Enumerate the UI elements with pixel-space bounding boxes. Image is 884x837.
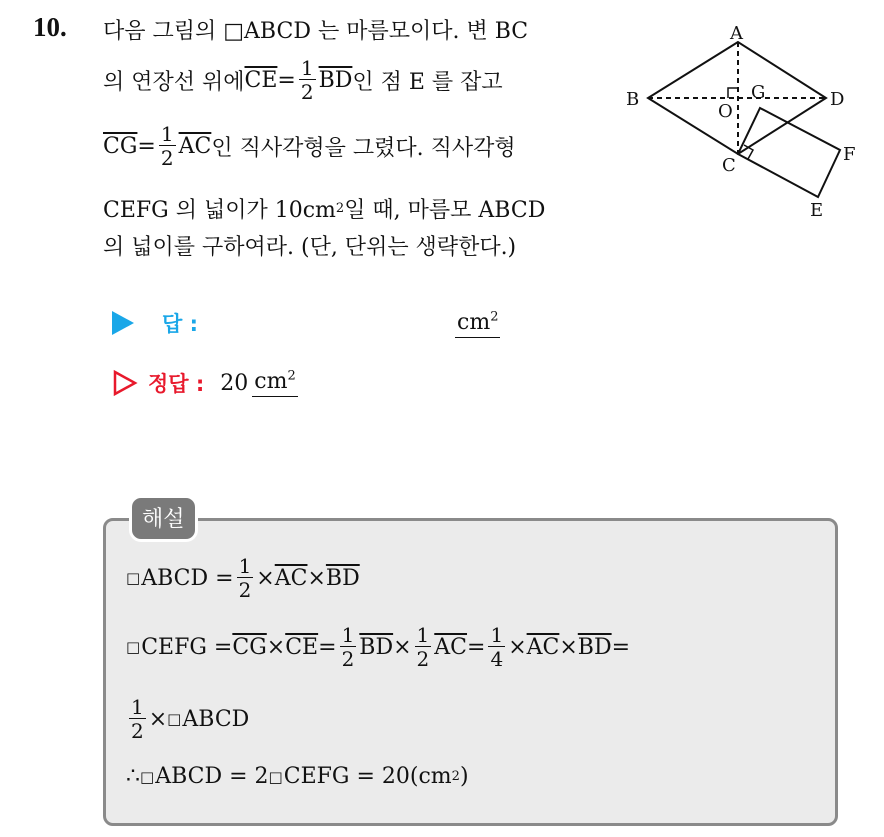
answer-blank[interactable] <box>455 310 500 338</box>
explanation-equation-2 <box>126 625 630 669</box>
segment-ac: $\overline{AC}$ <box>178 133 212 159</box>
square-symbol-icon: □ <box>126 638 141 656</box>
answer-row <box>112 308 198 338</box>
rhombus-diagram <box>620 22 860 222</box>
equals-sign: = <box>467 634 486 660</box>
square-symbol-icon: □ <box>167 710 182 728</box>
fraction-denominator: 2 <box>238 578 252 602</box>
explanation-equation-3 <box>126 697 249 741</box>
correct-answer-unit-superscript: 2 <box>287 368 296 384</box>
correct-answer-label: 정답 : <box>148 372 205 396</box>
square-symbol-icon: □ <box>268 767 283 786</box>
fraction-numerator: 1 <box>341 623 355 647</box>
label-b: B <box>626 89 640 110</box>
label-o: O <box>718 101 733 122</box>
answer-unit: cm <box>457 310 491 335</box>
fraction-half <box>340 625 357 669</box>
explanation-badge: 해설 <box>129 495 198 542</box>
fraction-denominator: 2 <box>416 647 430 671</box>
label-a: A <box>730 23 743 44</box>
problem-line-4-prefix: CEFG 의 넓이가 10cm <box>103 198 336 223</box>
times-sign: × <box>559 634 578 660</box>
fraction-numerator: 1 <box>490 623 504 647</box>
fraction-denominator: 2 <box>300 80 314 104</box>
square-symbol-icon: □ <box>140 767 155 786</box>
times-sign: × <box>256 565 275 591</box>
label-e: E <box>810 200 824 221</box>
fraction-half <box>159 124 176 168</box>
equals-sign: = <box>318 634 337 660</box>
segment-ac: $\overline{AC}$ <box>274 565 308 591</box>
problem-line-2-suffix: 인 점 E 를 잡고 <box>352 69 503 95</box>
fraction-half <box>129 697 146 741</box>
segment-bd: $\overline{BD}$ <box>318 67 353 93</box>
problem-number: 10. <box>33 12 67 42</box>
problem-line-3 <box>103 124 516 168</box>
fraction-denominator: 4 <box>490 647 504 671</box>
correct-answer-value: 20 <box>220 370 249 396</box>
label-d: D <box>830 89 845 110</box>
correct-answer-unit-wrap <box>252 369 297 397</box>
fraction-denominator: 2 <box>131 719 144 743</box>
equals-sign: = <box>277 67 296 93</box>
problem-line-4: CEFG 의 넓이가 10cm 2 일 때, 마름모 ABCD <box>103 193 545 224</box>
correct-answer-unit: cm <box>254 369 288 394</box>
times-sign: × <box>148 706 168 732</box>
eq2-lhs: CEFG = <box>141 634 233 660</box>
times-sign: × <box>393 634 412 660</box>
play-triangle-icon <box>112 311 134 335</box>
therefore-symbol: ∴ <box>126 764 140 789</box>
fraction-half <box>299 58 316 102</box>
answer-label: 답 : <box>162 312 198 336</box>
segment-bd: $\overline{BD}$ <box>325 565 360 591</box>
problem-line-5-text: 의 넓이를 구하여라. (단, 단위는 생략한다.) <box>103 235 517 260</box>
eq4-part-c: ) <box>459 764 469 789</box>
times-sign: × <box>508 634 527 660</box>
label-c: C <box>722 155 736 176</box>
problem-line-5 <box>103 230 516 261</box>
segment-cg: $\overline{CG}$ <box>103 133 138 159</box>
eq4-part-b: CEFG = 20(cm <box>283 764 452 789</box>
explanation-equation-1 <box>126 556 360 600</box>
label-f: F <box>843 144 856 165</box>
fraction-numerator: 1 <box>300 56 314 80</box>
segment-cg: $\overline{CG}$ <box>232 634 267 660</box>
fraction-numerator: 1 <box>160 122 174 146</box>
problem-line-2 <box>103 58 503 102</box>
problem-line-1 <box>103 14 528 45</box>
segment-bd: $\overline{BD}$ <box>359 634 394 660</box>
problem-line-4-suffix: 일 때, 마름모 ABCD <box>344 198 546 223</box>
times-sign: × <box>307 565 326 591</box>
outline-triangle-icon <box>112 369 138 397</box>
problem-line-2-prefix: 의 연장선 위에 <box>103 69 245 95</box>
eq1-lhs: ABCD = <box>141 565 234 591</box>
segment-ce: $\overline{CE}$ <box>244 67 278 93</box>
square-symbol-icon: □ <box>126 569 141 587</box>
fraction-denominator: 2 <box>341 647 355 671</box>
problem-line-1-text: 다음 그림의 □ABCD 는 마름모이다. 변 BC <box>103 19 529 44</box>
fraction-numerator: 1 <box>416 623 430 647</box>
equals-sign: = <box>611 634 631 660</box>
answer-unit-superscript: 2 <box>490 309 499 325</box>
fraction-quarter <box>488 625 505 669</box>
problem-line-3-suffix: 인 직사각형을 그렸다. 직사각형 <box>211 135 516 161</box>
correct-answer-row <box>112 368 298 398</box>
fraction-half <box>415 625 432 669</box>
fraction-denominator: 2 <box>160 146 174 170</box>
segment-ce: $\overline{CE}$ <box>285 634 319 660</box>
fraction-numerator: 1 <box>131 695 144 719</box>
eq3-abcd: ABCD <box>182 706 250 732</box>
right-angle-mark-o <box>728 88 738 98</box>
label-g: G <box>751 82 766 103</box>
segment-ac: $\overline{AC}$ <box>434 634 468 660</box>
fraction-half <box>237 556 254 600</box>
explanation-equation-4: ∴ □ ABCD = 2 □ CEFG = 20(cm 2 ) <box>126 764 469 789</box>
times-sign: × <box>266 634 286 660</box>
segment-ac: $\overline{AC}$ <box>526 634 560 660</box>
segment-bd: $\overline{BD}$ <box>577 634 612 660</box>
fraction-numerator: 1 <box>238 554 252 578</box>
eq4-part-a: ABCD = 2 <box>155 764 269 789</box>
equals-sign: = <box>137 133 156 159</box>
